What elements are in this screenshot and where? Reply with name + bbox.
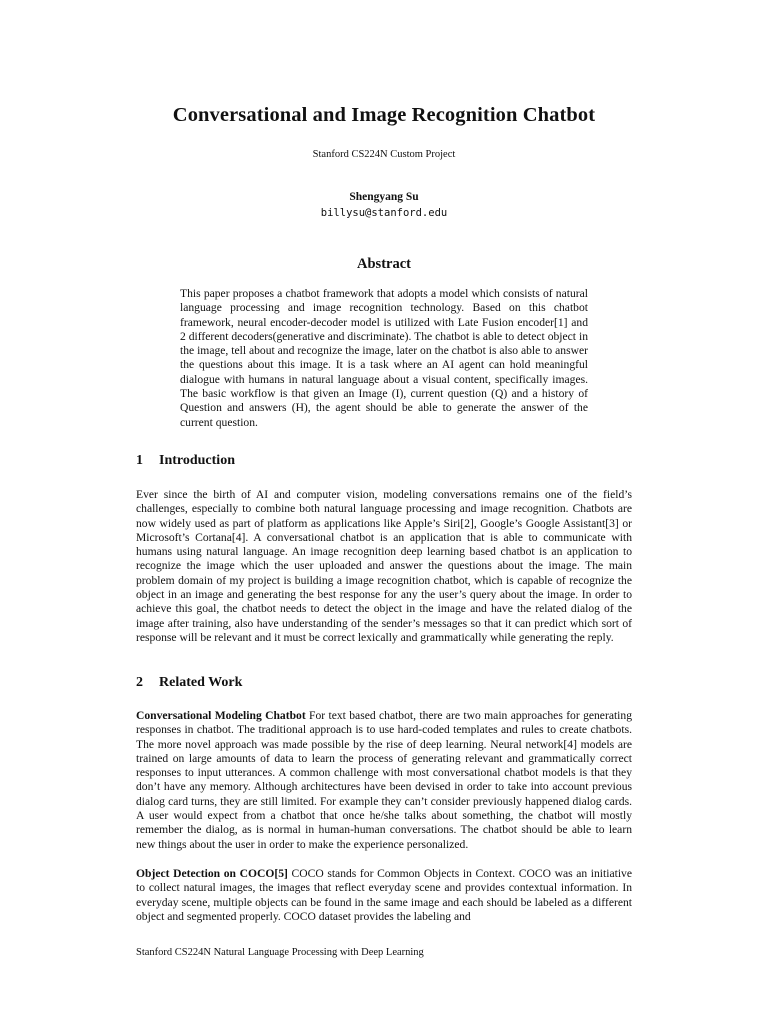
paper-subtitle: Stanford CS224N Custom Project bbox=[312, 149, 456, 160]
paragraph-body: For text based chatbot, there are two main approaches for generating responses in chatbot. The traditional approach is to use hard-coded templates and rules to create chatbots. The more novel approach was made possible by the rise of deep learning. Neural network[4] models are trained on large amounts of data to learn the process of generating relevant and grammatically correct responses to input utterances. A common challenge with most conversational chatbot models is that they don’t have any memory. Although architectures have been devised in order to take into account previous dialog card turns, they are still limited. For example they can’t consider previously happened dialog cards. A user would expect from a chatbot that once he/she talks about something, the chatbot will mostly remember the dialog, as is normal in human-human conversations. The chatbot should be able to learn new things about the user in order to make the experience personalized. bbox=[136, 709, 632, 851]
paper-title: Conversational and Image Recognition Chatbot bbox=[172, 104, 596, 126]
page-footer: Stanford CS224N Natural Language Processing with Deep Learning bbox=[136, 947, 424, 958]
section-heading-related-work bbox=[136, 675, 242, 691]
abstract-heading: Abstract bbox=[357, 256, 411, 272]
section-number: 1 bbox=[136, 453, 143, 468]
related-work-paragraph bbox=[136, 867, 632, 924]
paragraph-run-in-heading: Object Detection on COCO[5] bbox=[136, 867, 288, 880]
section-heading-introduction bbox=[136, 453, 235, 469]
paragraph-run-in-heading: Conversational Modeling Chatbot bbox=[136, 709, 306, 722]
introduction-paragraph: Ever since the birth of AI and computer vision, modeling conversations remains one of the field’s challenges, especially to combine both natural language processing and image recognition. Chatbots are now widely used as part of platform as applications like Apple’s Siri[2], Google’s Google Assistant[3] or Microsoft’s Cortana[4]. A conversational chatbot is an application that is able to communicate with humans using natural language. An image recognition deep learning based chatbot is an application to recognize the image which the user uploaded and answer the questions about the image. The main problem domain of my project is building a image recognition chatbot, which is capable of recognize the object in an image and generating the best response for any the user’s query about the image. In order to achieve this goal, the chatbot needs to detect the object in the image and have the related dialog of the image after training, also have understanding of the sender’s messages so that it can predict which sort of response will be relevant and it must be correct lexically and grammatically while generating the reply. bbox=[136, 488, 632, 644]
author-name: Shengyang Su bbox=[349, 191, 419, 203]
author-email: billysu@stanford.edu bbox=[320, 207, 448, 219]
section-number: 2 bbox=[136, 675, 143, 690]
related-work-paragraph bbox=[136, 709, 632, 852]
paragraph-body: COCO stands for Common Objects in Context. COCO was an initiative to collect natural images, the images that reflect everyday scene and provides contextual information. In everyday scene, multiple objects can be found in the same image and each should be labeled as a different object and segmented properly. COCO dataset provides the labeling and bbox=[136, 867, 632, 923]
abstract-text: This paper proposes a chatbot framework that adopts a model which consists of natural language processing and image recognition technology. Based on this chatbot framework, neural encoder-decoder model is utilized with Late Fusion encoder[1] and 2 different decoders(generative and discriminate). The chatbot is able to detect object in the image, tell about and recognize the image, later on the chatbot is also able to answer the questions about this image. It is a task where an AI agent can hold meaningful dialogue with humans in natural language about a visual content, specifically images. The basic workflow is that given an Image (I), current question (Q) and a history of Question and answers (H), the agent should be able to generate the answer of the current question. bbox=[180, 287, 588, 429]
section-title: Introduction bbox=[159, 453, 235, 468]
section-title: Related Work bbox=[159, 675, 243, 690]
